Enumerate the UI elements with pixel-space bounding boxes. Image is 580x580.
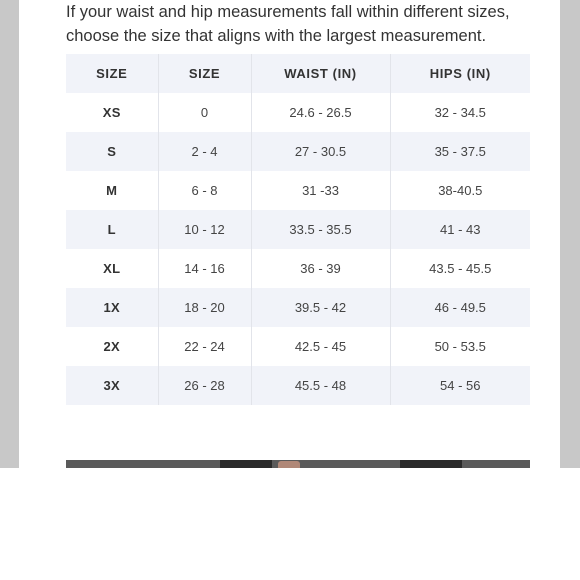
cell-size-letter: XL	[66, 249, 158, 288]
cell-waist: 45.5 - 48	[251, 366, 390, 405]
cell-size-letter: S	[66, 132, 158, 171]
header-size-number: SIZE	[158, 54, 251, 93]
table-row	[66, 366, 530, 405]
cell-waist: 36 - 39	[251, 249, 390, 288]
table-row	[66, 288, 530, 327]
cell-size-letter: 1X	[66, 288, 158, 327]
header-waist: WAIST (IN)	[251, 54, 390, 93]
intro-line-1: If your waist and hip measurements fall within different sizes,	[66, 3, 510, 21]
size-chart-table	[66, 54, 530, 405]
cell-size-letter: 2X	[66, 327, 158, 366]
cell-hips: 50 - 53.5	[434, 339, 486, 354]
header-size-letter: SIZE	[66, 54, 158, 93]
cell-waist: 33.5 - 35.5	[251, 210, 390, 249]
header-hips: HIPS (IN)	[390, 54, 530, 93]
cell-waist: 27 - 30.5	[251, 132, 390, 171]
strip-shape-left	[220, 460, 272, 468]
table-row	[66, 249, 530, 288]
cell-size-number: 0	[158, 93, 251, 132]
table-row	[66, 327, 530, 366]
cell-waist: 31 -33	[251, 171, 390, 210]
cell-size-number: 2 - 4	[158, 132, 251, 171]
cell-size-number: 10 - 12	[158, 210, 251, 249]
size-guide-intro	[66, 0, 546, 48]
strip-shape-right	[400, 460, 462, 468]
table-row	[66, 132, 530, 171]
table-row	[66, 171, 530, 210]
intro-line-2: choose the size that aligns with the largest measurement.	[66, 27, 487, 45]
table-row	[66, 210, 530, 249]
cell-hips: 32 - 34.5	[434, 105, 486, 120]
cell-size-number: 26 - 28	[158, 366, 251, 405]
table-row	[66, 93, 530, 132]
cell-size-number: 22 - 24	[158, 327, 251, 366]
cell-size-letter: M	[66, 171, 158, 210]
cell-hips: 54 - 56	[390, 366, 530, 405]
cell-waist: 39.5 - 42	[251, 288, 390, 327]
cell-hips: 41 - 43	[390, 210, 530, 249]
cell-size-number: 18 - 20	[158, 288, 251, 327]
cell-hips: 46 - 49.5	[390, 288, 530, 327]
cell-size-number: 6 - 8	[158, 171, 251, 210]
cell-size-letter: L	[66, 210, 158, 249]
cell-hips: 38-40.5	[438, 183, 483, 198]
cell-size-number: 14 - 16	[158, 249, 251, 288]
cell-waist: 42.5 - 45	[251, 327, 390, 366]
strip-figure	[278, 461, 300, 468]
cell-size-letter: XS	[66, 93, 158, 132]
cell-hips: 43.5 - 45.5	[429, 261, 492, 276]
cell-hips: 35 - 37.5	[390, 132, 530, 171]
cell-size-letter: 3X	[66, 366, 158, 405]
cell-waist: 24.6 - 26.5	[251, 93, 390, 132]
table-header-row	[66, 54, 530, 93]
